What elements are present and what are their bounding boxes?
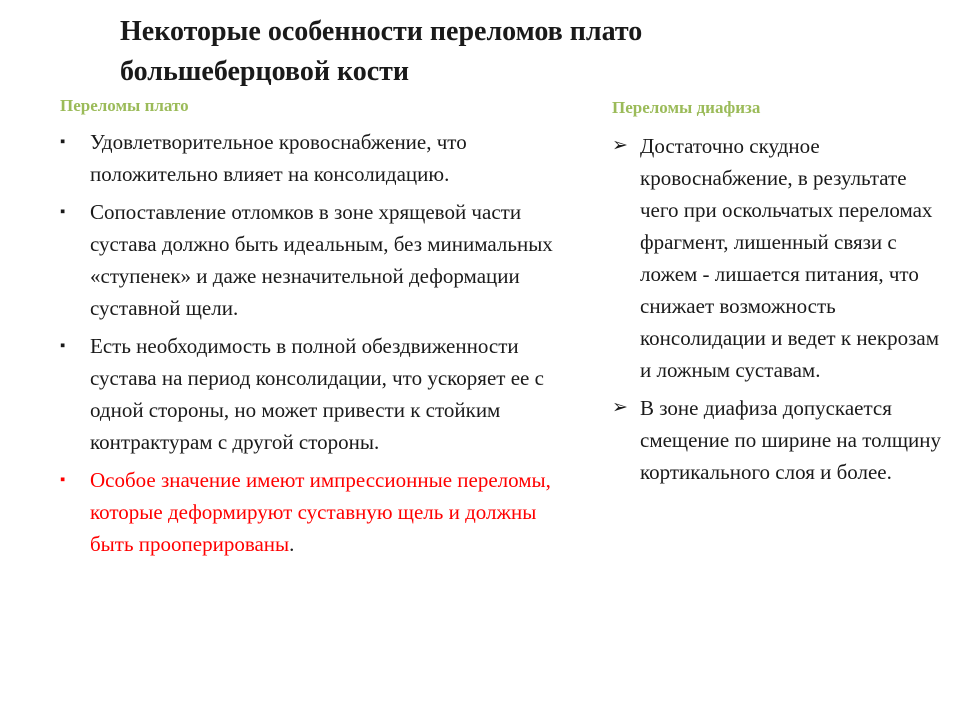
- list-item-text: Сопоставление отломков в зоне хрящевой части сустава должно быть идеальным, без минимальных «ступенек» и даже незначительной деформации суставной щели.: [90, 200, 553, 320]
- square-bullet-icon: ▪: [60, 472, 66, 488]
- list-item: [612, 130, 942, 386]
- diaphysis-fractures-list: [612, 130, 942, 488]
- list-item-text: Удовлетворительное кровоснабжение, что положительно влияет на консолидацию.: [90, 130, 467, 186]
- list-item-text: Есть необходимость в полной обездвиженности сустава на период консолидации, что ускоряет ее с одной стороны, но может привести к стойким контрактурам с другой стороны.: [90, 334, 544, 454]
- list-item-text: В зоне диафиза допускается смещение по ширине на толщину кортикального слоя и более.: [640, 396, 941, 484]
- plateau-fractures-column: [60, 96, 560, 566]
- arrow-bullet-icon: ➢: [612, 397, 628, 418]
- list-item: [60, 196, 560, 324]
- slide-title: Некоторые особенности переломов плато большеберцовой кости: [120, 16, 643, 87]
- plateau-fractures-heading: Переломы плато: [60, 96, 189, 115]
- square-bullet-icon: ▪: [60, 338, 66, 354]
- arrow-bullet-icon: ➢: [612, 135, 628, 156]
- diaphysis-fractures-heading: Переломы диафиза: [612, 98, 761, 117]
- list-item: [60, 330, 560, 458]
- list-item-text: Особое значение имеют импрессионные переломы, которые деформируют суставную щель и должны быть прооперированы: [90, 468, 551, 556]
- diaphysis-fractures-column: [612, 98, 942, 494]
- list-item-tail: .: [289, 532, 295, 556]
- list-item: [612, 392, 942, 488]
- square-bullet-icon: ▪: [60, 134, 66, 150]
- list-item-highlighted: [60, 464, 560, 560]
- square-bullet-icon: ▪: [60, 204, 66, 220]
- plateau-fractures-list: [60, 126, 560, 560]
- list-item: [60, 126, 560, 190]
- list-item-text: Достаточно скудное кровоснабжение, в результате чего при оскольчатых переломах фрагмент, лишенный связи с ложем - лишается питания, что снижает возможность консолидации и ведет к некрозам и ложным суставам.: [640, 134, 939, 382]
